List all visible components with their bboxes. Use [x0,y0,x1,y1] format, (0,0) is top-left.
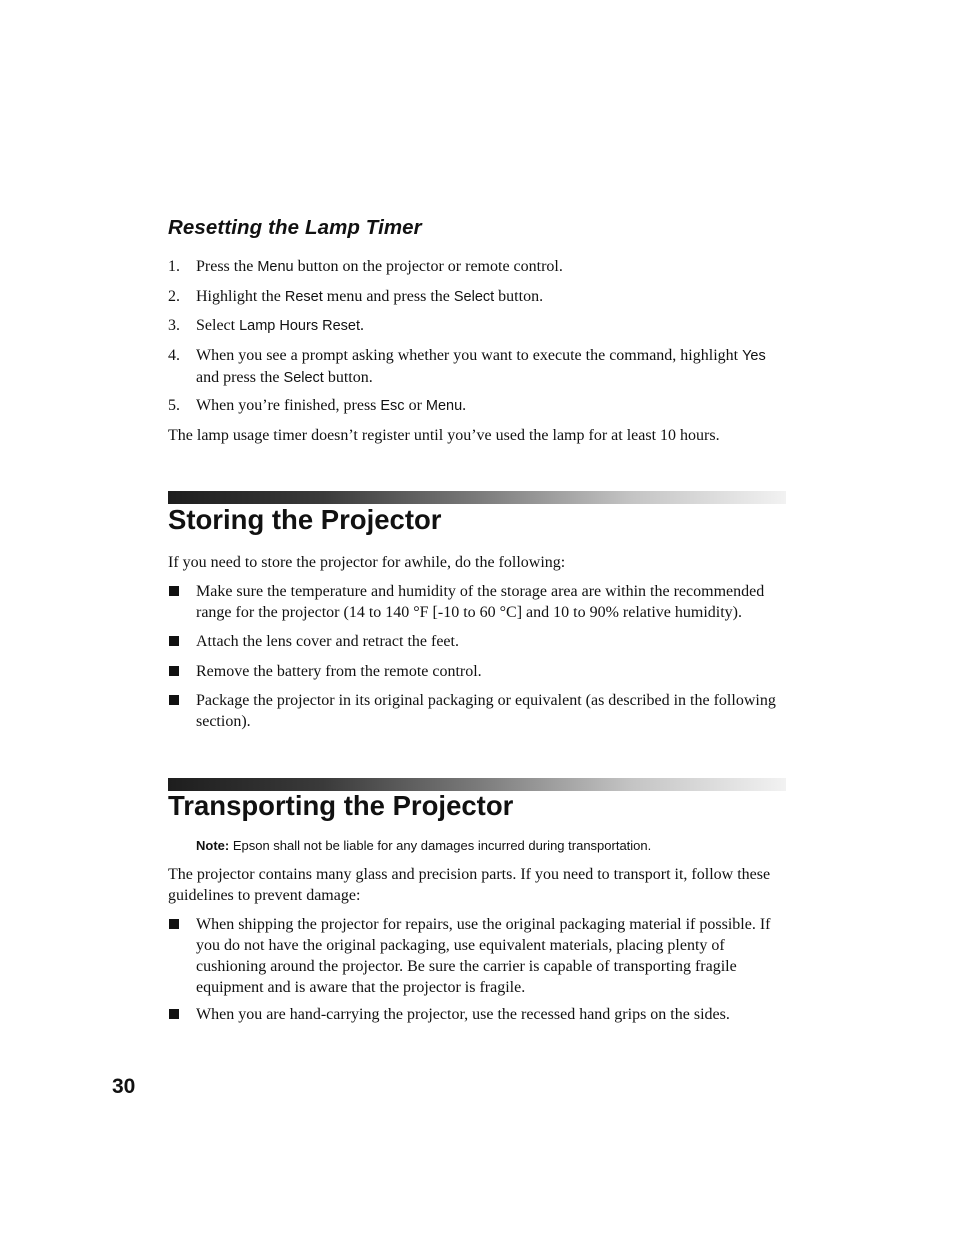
page-number: 30 [112,1075,136,1098]
step-text-run: Highlight the [196,288,285,305]
step-text [196,345,788,389]
ui-keyword: Menu [425,398,463,414]
step-item [168,315,788,336]
bullet-text: Package the projector in its original packaging or equivalent (as described in the following section). [196,692,776,730]
note-text: Epson shall not be liable for any damages incurred during transportation. [229,838,652,853]
step-text [196,395,788,417]
step-number: 5. [168,397,180,414]
ui-keyword: Menu [257,259,294,275]
step-text [196,256,788,278]
ui-keyword: Select [283,370,324,386]
step-text-run: Select [196,317,240,334]
step-number: 2. [168,288,180,305]
step-text-run: . [359,317,364,334]
step-text [196,315,788,337]
bullet-square-icon [169,666,179,676]
step-text [196,286,788,308]
note-label: Note: [196,838,230,853]
bullet-text: Attach the lens cover and retract the feet. [196,633,459,650]
bullet-text: Remove the battery from the remote control. [196,663,482,680]
lamp-footer-text: The lamp usage timer doesn’t register until you’ve used the lamp for at least 10 hours. [168,427,720,444]
step-text-run: menu and press the [322,288,454,305]
step-text-run: button. [494,288,544,305]
step-item [168,286,788,307]
section-heading-lamp-timer: Resetting the Lamp Timer [168,216,422,239]
bullet-text: Make sure the temperature and humidity of the storage area are within the recommended range for the projector (14 to 140 °F [-10 to 60 °C] and 10 to 90% relative humidity). [196,583,765,621]
step-item [168,395,788,416]
step-text-run: When you see a prompt asking whether you want to execute the command, highlight [196,347,743,364]
ui-keyword: Lamp Hours Reset [239,318,360,334]
bullet-square-icon [169,636,179,646]
bullet-item [168,581,788,623]
note [196,838,651,853]
bullet-text: When shipping the projector for repairs, use the original packaging material if possible. If you do not have the original packaging, use equivalent materials, placing plenty of cushioning around the projector. Be sure the carrier is capable of transporting fragile equipment and is aware that the projector is fragile. [196,916,771,996]
step-item [168,256,788,277]
bullet-item [168,690,788,732]
bullet-item [168,914,788,998]
bullet-square-icon [169,919,179,929]
ui-keyword: Esc [380,398,405,414]
ui-keyword: Select [453,289,495,305]
bullet-square-icon [169,586,179,596]
section-heading-transporting: Transporting the Projector [168,790,514,821]
step-text-run: button. [323,369,373,386]
bullet-item [168,1004,788,1025]
ui-keyword: Yes [742,348,766,364]
step-text-run: When you’re finished, press [196,397,381,414]
step-text-run: Press the [196,258,258,275]
bullet-square-icon [169,1009,179,1019]
ui-keyword: Reset [284,289,323,305]
transporting-intro: The projector contains many glass and precision parts. If you need to transport it, follow these guidelines to prevent damage: [168,866,771,904]
step-number: 3. [168,317,180,334]
section-divider-bar [168,491,786,504]
step-item [168,345,788,387]
step-text-run: and press the [196,369,284,386]
step-text-run: button on the projector or remote control. [293,258,563,275]
storing-intro: If you need to store the projector for awhile, do the following: [168,554,566,571]
step-number: 4. [168,347,180,364]
step-text-run: . [462,397,467,414]
bullet-item [168,661,788,682]
bullet-text: When you are hand-carrying the projector, use the recessed hand grips on the sides. [196,1006,730,1023]
bullet-item [168,631,788,652]
step-text-run: or [404,397,426,414]
bullet-square-icon [169,695,179,705]
section-heading-storing: Storing the Projector [168,504,442,535]
step-number: 1. [168,258,180,275]
